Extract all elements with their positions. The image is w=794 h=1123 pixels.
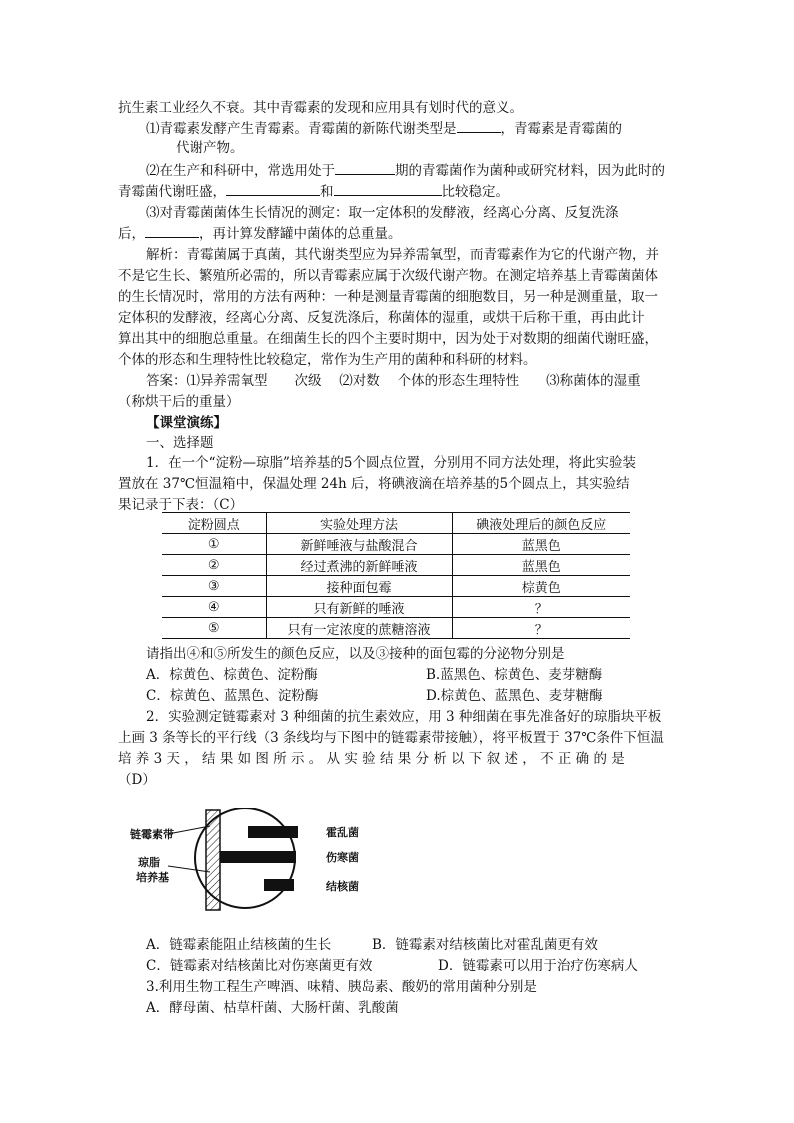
mcq-1-stem: 置放在 37℃恒温箱中，保温处理 24h 后，将碘液滴在培养基的5个圆点上，其实验结: [118, 476, 630, 492]
bacteria-line-tuberculosis: [264, 879, 294, 891]
table-row: [162, 597, 630, 618]
table-cell: 棕黄色: [452, 576, 630, 597]
table-cell: ？: [452, 597, 630, 618]
table-cell: 只有新鲜的唾液: [266, 597, 452, 618]
answer-blank: [334, 181, 442, 196]
answer-line: 答案：⑴异养需氧型 次级 ⑵对数 个体的形态生理特性 ⑶称菌体的湿重: [146, 373, 641, 389]
table-cell: 只有一定浓度的蔗糖溶液: [266, 618, 452, 639]
question-1-text-a: ⑴青霉素发酵产生青霉素。青霉菌的新陈代谢类型是: [146, 121, 457, 137]
explanation-line: 算出其中的细胞总重量。在细菌生长的四个主要时期中，因为处于对数期的细菌代谢旺盛，: [118, 331, 658, 347]
label-agar: 琼脂: [138, 856, 160, 869]
table-header: 实验处理方法: [266, 513, 452, 534]
mcq-1-stem: 果记录于下表：（C）: [118, 497, 244, 513]
mcq-2-stem: 2．实验测定链霉素对 3 种细菌的抗生素效应，用 3 种细菌在事先准备好的琼脂块平板: [146, 709, 662, 725]
table-cell: 新鲜唾液与盐酸混合: [266, 534, 452, 555]
table-cell: ①: [162, 534, 266, 555]
answer-blank: [335, 160, 395, 175]
explanation-line: 定体积的发酵液，经离心分离、反复洗涤后，称菌体的湿重，或烘干后称干重，再由此计: [118, 310, 645, 326]
part-heading: 一、选择题: [146, 435, 214, 451]
bacteria-line-cholera: [248, 826, 298, 838]
streptomycin-diagram: [128, 808, 378, 928]
answer-blank: [457, 118, 501, 133]
question-2-text-b: 期的青霉菌作为菌种或研究材料，因为此时的: [395, 163, 665, 179]
table-cell: ②: [162, 555, 266, 576]
table-cell: 经过煮沸的新鲜唾液: [266, 555, 452, 576]
explanation-line: 解析：青霉菌属于真菌，其代谢类型应为异养需氧型，而青霉素作为它的代谢产物，并: [146, 247, 659, 263]
table-row: [162, 555, 630, 576]
mcq-2-option-a: A．链霉素能阻止结核菌的生长: [146, 937, 332, 953]
table-cell: 蓝黑色: [452, 555, 630, 576]
table-cell: ③: [162, 576, 266, 597]
explanation-line: 的生长情况时，常用的方法有两种：一种是测量青霉菌的细胞数目，另一种是测重量，取一: [118, 289, 658, 305]
label-medium: 培养基: [136, 871, 169, 884]
question-1-cont: 代谢产物。: [176, 140, 244, 156]
mcq-2-option-d: D．链霉素可以用于治疗伤寒病人: [438, 958, 638, 974]
table-cell: ？: [452, 618, 630, 639]
table-row: [162, 534, 630, 555]
question-2-text-d: 和: [320, 184, 334, 200]
mcq-2-stem: 上画 3 条等长的平行线（3 条线均与下图中的链霉素带接触），将平板置于 37℃条件下恒温: [118, 730, 664, 746]
question-1-text-b: ，青霉素是青霉菌的: [500, 121, 622, 137]
table-cell: 接种面包霉: [266, 576, 452, 597]
section-heading: 【课堂演练】: [146, 415, 227, 431]
answer-blank: [145, 223, 199, 238]
label-streptomycin-strip: 链霉素带: [130, 828, 174, 841]
mcq-2-stem: 培 养 3 天 ， 结 果 如 图 所 示 。 从 实 验 结 果 分 析 以 下 叙 述 ， 不 正 确 的 是: [118, 751, 625, 767]
question-3-cont: [118, 223, 402, 244]
question-1-line: [146, 118, 622, 139]
table-cell: ④: [162, 597, 266, 618]
question-2-text-a: ⑵在生产和科研中，常选用处于: [146, 163, 335, 179]
experiment-result-table: [162, 512, 630, 639]
answer-line-cont: （称烘干后的重量）: [118, 394, 240, 410]
label-tuberculosis: 结核菌: [326, 880, 359, 893]
question-2-text-c: 青霉菌代谢旺盛，: [118, 184, 226, 200]
explanation-line: 不是它生长、繁殖所必需的，所以青霉素应属于次级代谢产物。在测定培养基上青霉菌菌体: [118, 268, 658, 284]
mcq-1-option-d: D.棕黄色、蓝黑色、麦芽糖酶: [426, 688, 603, 704]
streptomycin-strip: [206, 810, 220, 910]
mcq-1-stem: 1．在一个“淀粉—琼脂”培养基的5个圆点位置，分别用不同方法处理，将此实验装: [146, 455, 636, 471]
mcq-1-option-c: C．棕黄色、蓝黑色、淀粉酶: [146, 688, 319, 704]
intro-line: 抗生素工业经久不衰。其中青霉素的发现和应用具有划时代的意义。: [118, 100, 523, 116]
mcq-1-option-a: A．棕黄色、棕黄色、淀粉酶: [146, 667, 318, 683]
mcq-1-question: 请指出④和⑤所发生的颜色反应，以及③接种的面包霉的分泌物分别是: [146, 646, 565, 662]
mcq-1-option-b: B.蓝黑色、棕黄色、麦芽糖酶: [426, 667, 603, 683]
mcq-3-option-a: A．酵母菌、枯草杆菌、大肠杆菌、乳酸菌: [146, 1000, 399, 1016]
table-header: 淀粉圆点: [162, 513, 266, 534]
table-row: [162, 618, 630, 639]
table-header-row: [162, 513, 630, 534]
question-2-line: [146, 160, 665, 181]
question-3-text-c: ，再计算发酵罐中菌体的总重量。: [199, 226, 402, 242]
table-cell: ⑤: [162, 618, 266, 639]
table-row: [162, 576, 630, 597]
mcq-2-option-c: C．链霉素对结核菌比对伤寒菌更有效: [146, 958, 373, 974]
question-3-line: ⑶对青霉菌菌体生长情况的测定：取一定体积的发酵液，经离心分离、反复洗涤: [146, 205, 619, 221]
explanation-line: 个体的形态和生理特性比较稳定，常作为生产用的菌种和科研的材料。: [118, 352, 537, 368]
question-3-text-b: 后，: [118, 226, 145, 242]
table-header: 碘液处理后的颜色反应: [452, 513, 630, 534]
question-2-cont: [118, 181, 509, 202]
bacteria-line-typhoid: [220, 851, 296, 863]
label-cholera: 霍乱菌: [326, 826, 359, 839]
mcq-2-option-b: B．链霉素对结核菌比对霍乱菌更有效: [372, 937, 598, 953]
mcq-2-answer: （D）: [118, 772, 156, 788]
table-cell: 蓝黑色: [452, 534, 630, 555]
label-typhoid: 伤寒菌: [326, 851, 359, 864]
mcq-3-stem: 3.利用生物工程生产啤酒、味精、胰岛素、酸奶的常用菌种分别是: [146, 979, 537, 995]
answer-blank: [226, 181, 320, 196]
question-2-text-e: 比较稳定。: [441, 184, 509, 200]
